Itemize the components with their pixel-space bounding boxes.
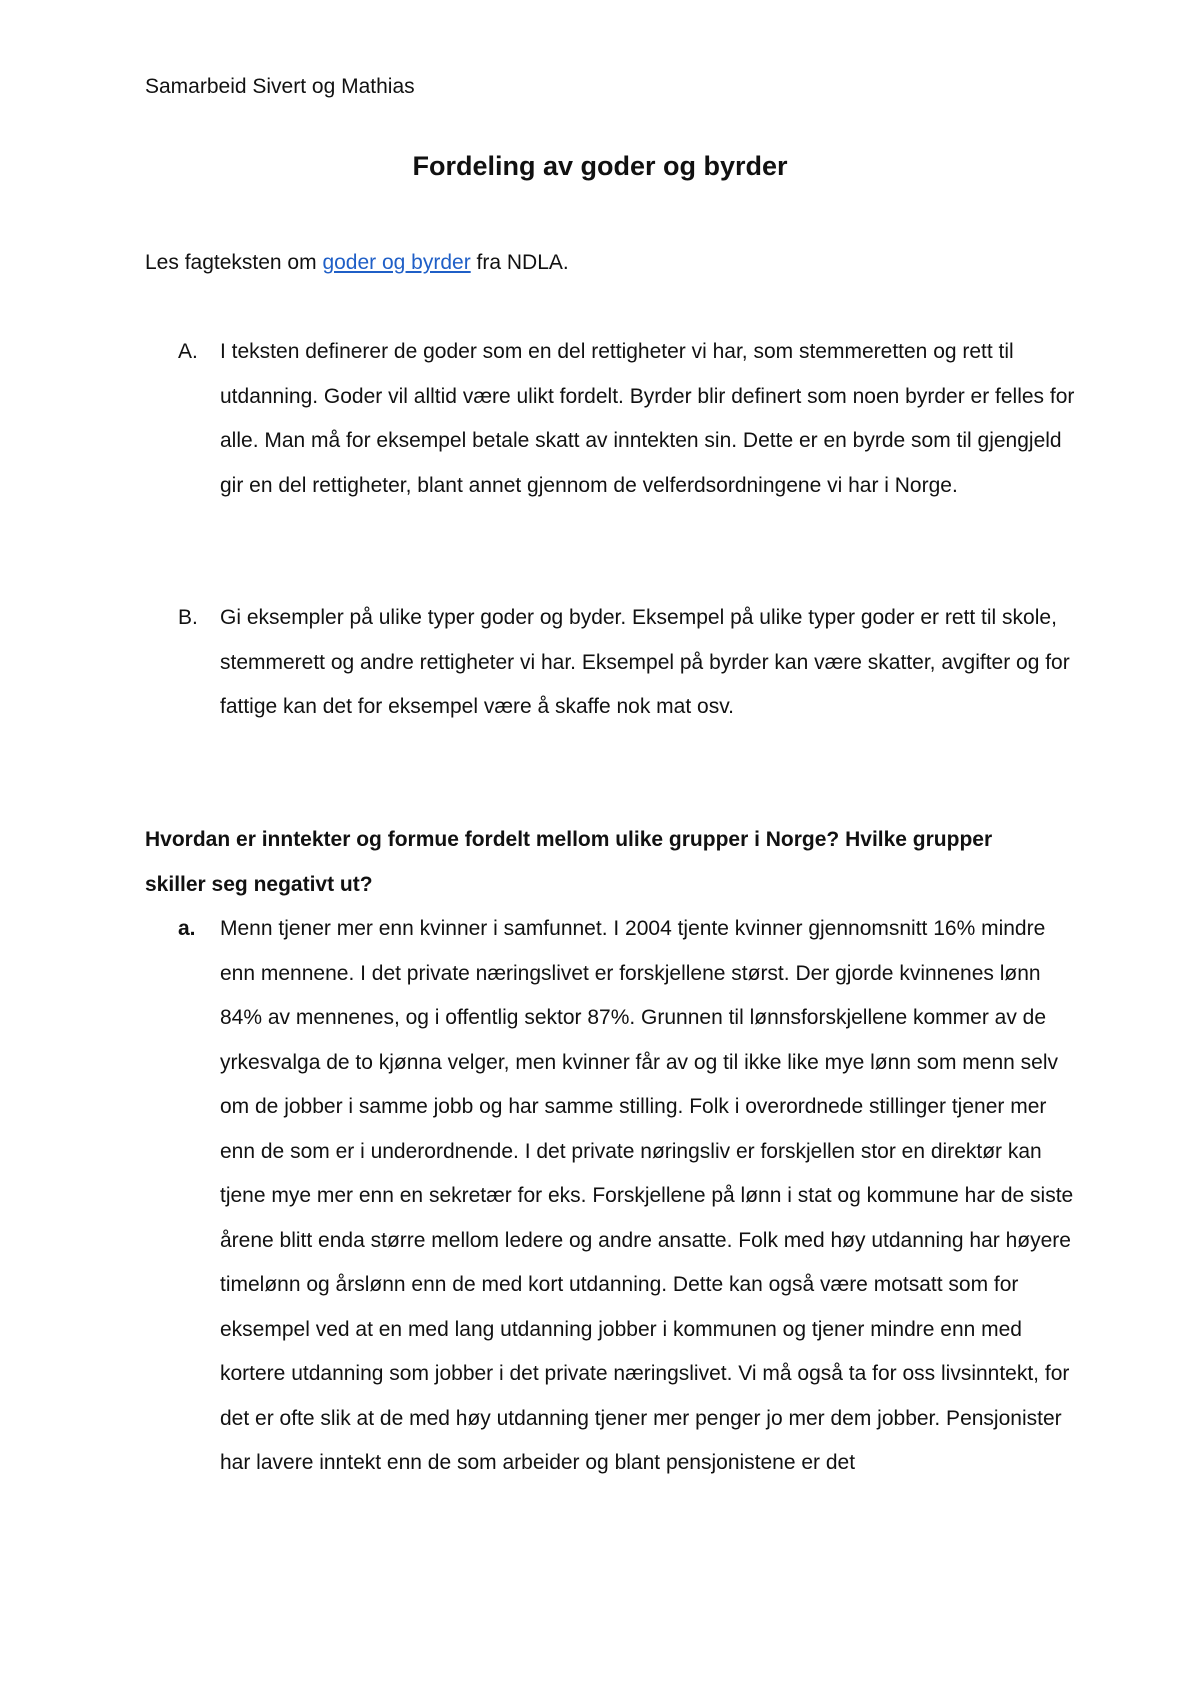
list-item-b (145, 596, 1075, 730)
section-question: Hvordan er inntekter og formue fordelt mellom ulike grupper i Norge? Hvilke grupper skiller seg negativt ut? (145, 828, 993, 896)
list-item-a (145, 330, 1075, 508)
list-item-text: Gi eksempler på ulike typer goder og byder. Eksempel på ulike typer goder er rett til skole, stemmerett og andre rettigheter vi har. Eksempel på byrder kan være skatter, avgifter og for fattige kan det for eksempel være å skaffe nok mat osv. (220, 606, 1070, 718)
list-item-text: I teksten definerer de goder som en del rettigheter vi har, som stemmeretten og rett til utdanning. Goder vil alltid være ulikt fordelt. Byrder blir definert som noen byrder er felles for alle. Man må for eksempel betale skatt av inntekten sin. Dette er en byrde som til gjengjeld gir en del rettigheter, blant annet gjennom de velferdsordningene vi har i Norge. (220, 340, 1075, 497)
list-marker: A. (178, 340, 198, 363)
list-marker: B. (178, 606, 198, 629)
intro-paragraph (145, 248, 569, 278)
list-item (145, 596, 1075, 730)
list-item-text: Menn tjener mer enn kvinner i samfunnet. I 2004 tjente kvinner gjennomsnitt 16% mindre enn mennene. I det private næringslivet er forskjellene størst. Der gjorde kvinnenes lønn 84% av mennenes, og i offentlig sektor 87%. Grunnen til lønnsforskjellene kommer av de yrkesvalga de to kjønna velger, men kvinner får av og til ikke like mye lønn som menn selv om de jobber i samme jobb og har samme stilling. Folk i overordnede stillinger tjener mer enn de som er i underordnende. I det private nøringsliv er forskjellen stor en direktør kan tjene mye mer enn en sekretær for eks. Forskjellene på lønn i stat og kommune har de siste årene blitt enda større mellom ledere og andre ansatte. Folk med høy utdanning har høyere timelønn og årslønn enn de med kort utdanning. Dette kan også være motsatt som for eksempel ved at en med lang utdanning jobber i kommunen og tjener mindre enn med kortere utdanning som jobber i det private næringslivet. Vi må også ta for oss livsinntekt, for det er ofte slik at de med høy utdanning tjener mer penger jo mer dem jobber. Pensjonister har lavere inntekt enn de som arbeider og blant pensjonistene er det (220, 917, 1074, 1474)
list-marker: a. (178, 917, 196, 940)
intro-text-after: fra NDLA. (470, 251, 569, 274)
author-line: Samarbeid Sivert og Mathias (145, 75, 415, 98)
list-item-a-lower (145, 907, 1075, 1486)
list-item (145, 907, 1075, 1486)
ndla-link[interactable]: goder og byrder (322, 251, 471, 274)
page-title: Fordeling av goder og byrder (412, 151, 788, 181)
intro-text-before: Les fagteksten om (145, 251, 323, 274)
list-item (145, 330, 1075, 508)
